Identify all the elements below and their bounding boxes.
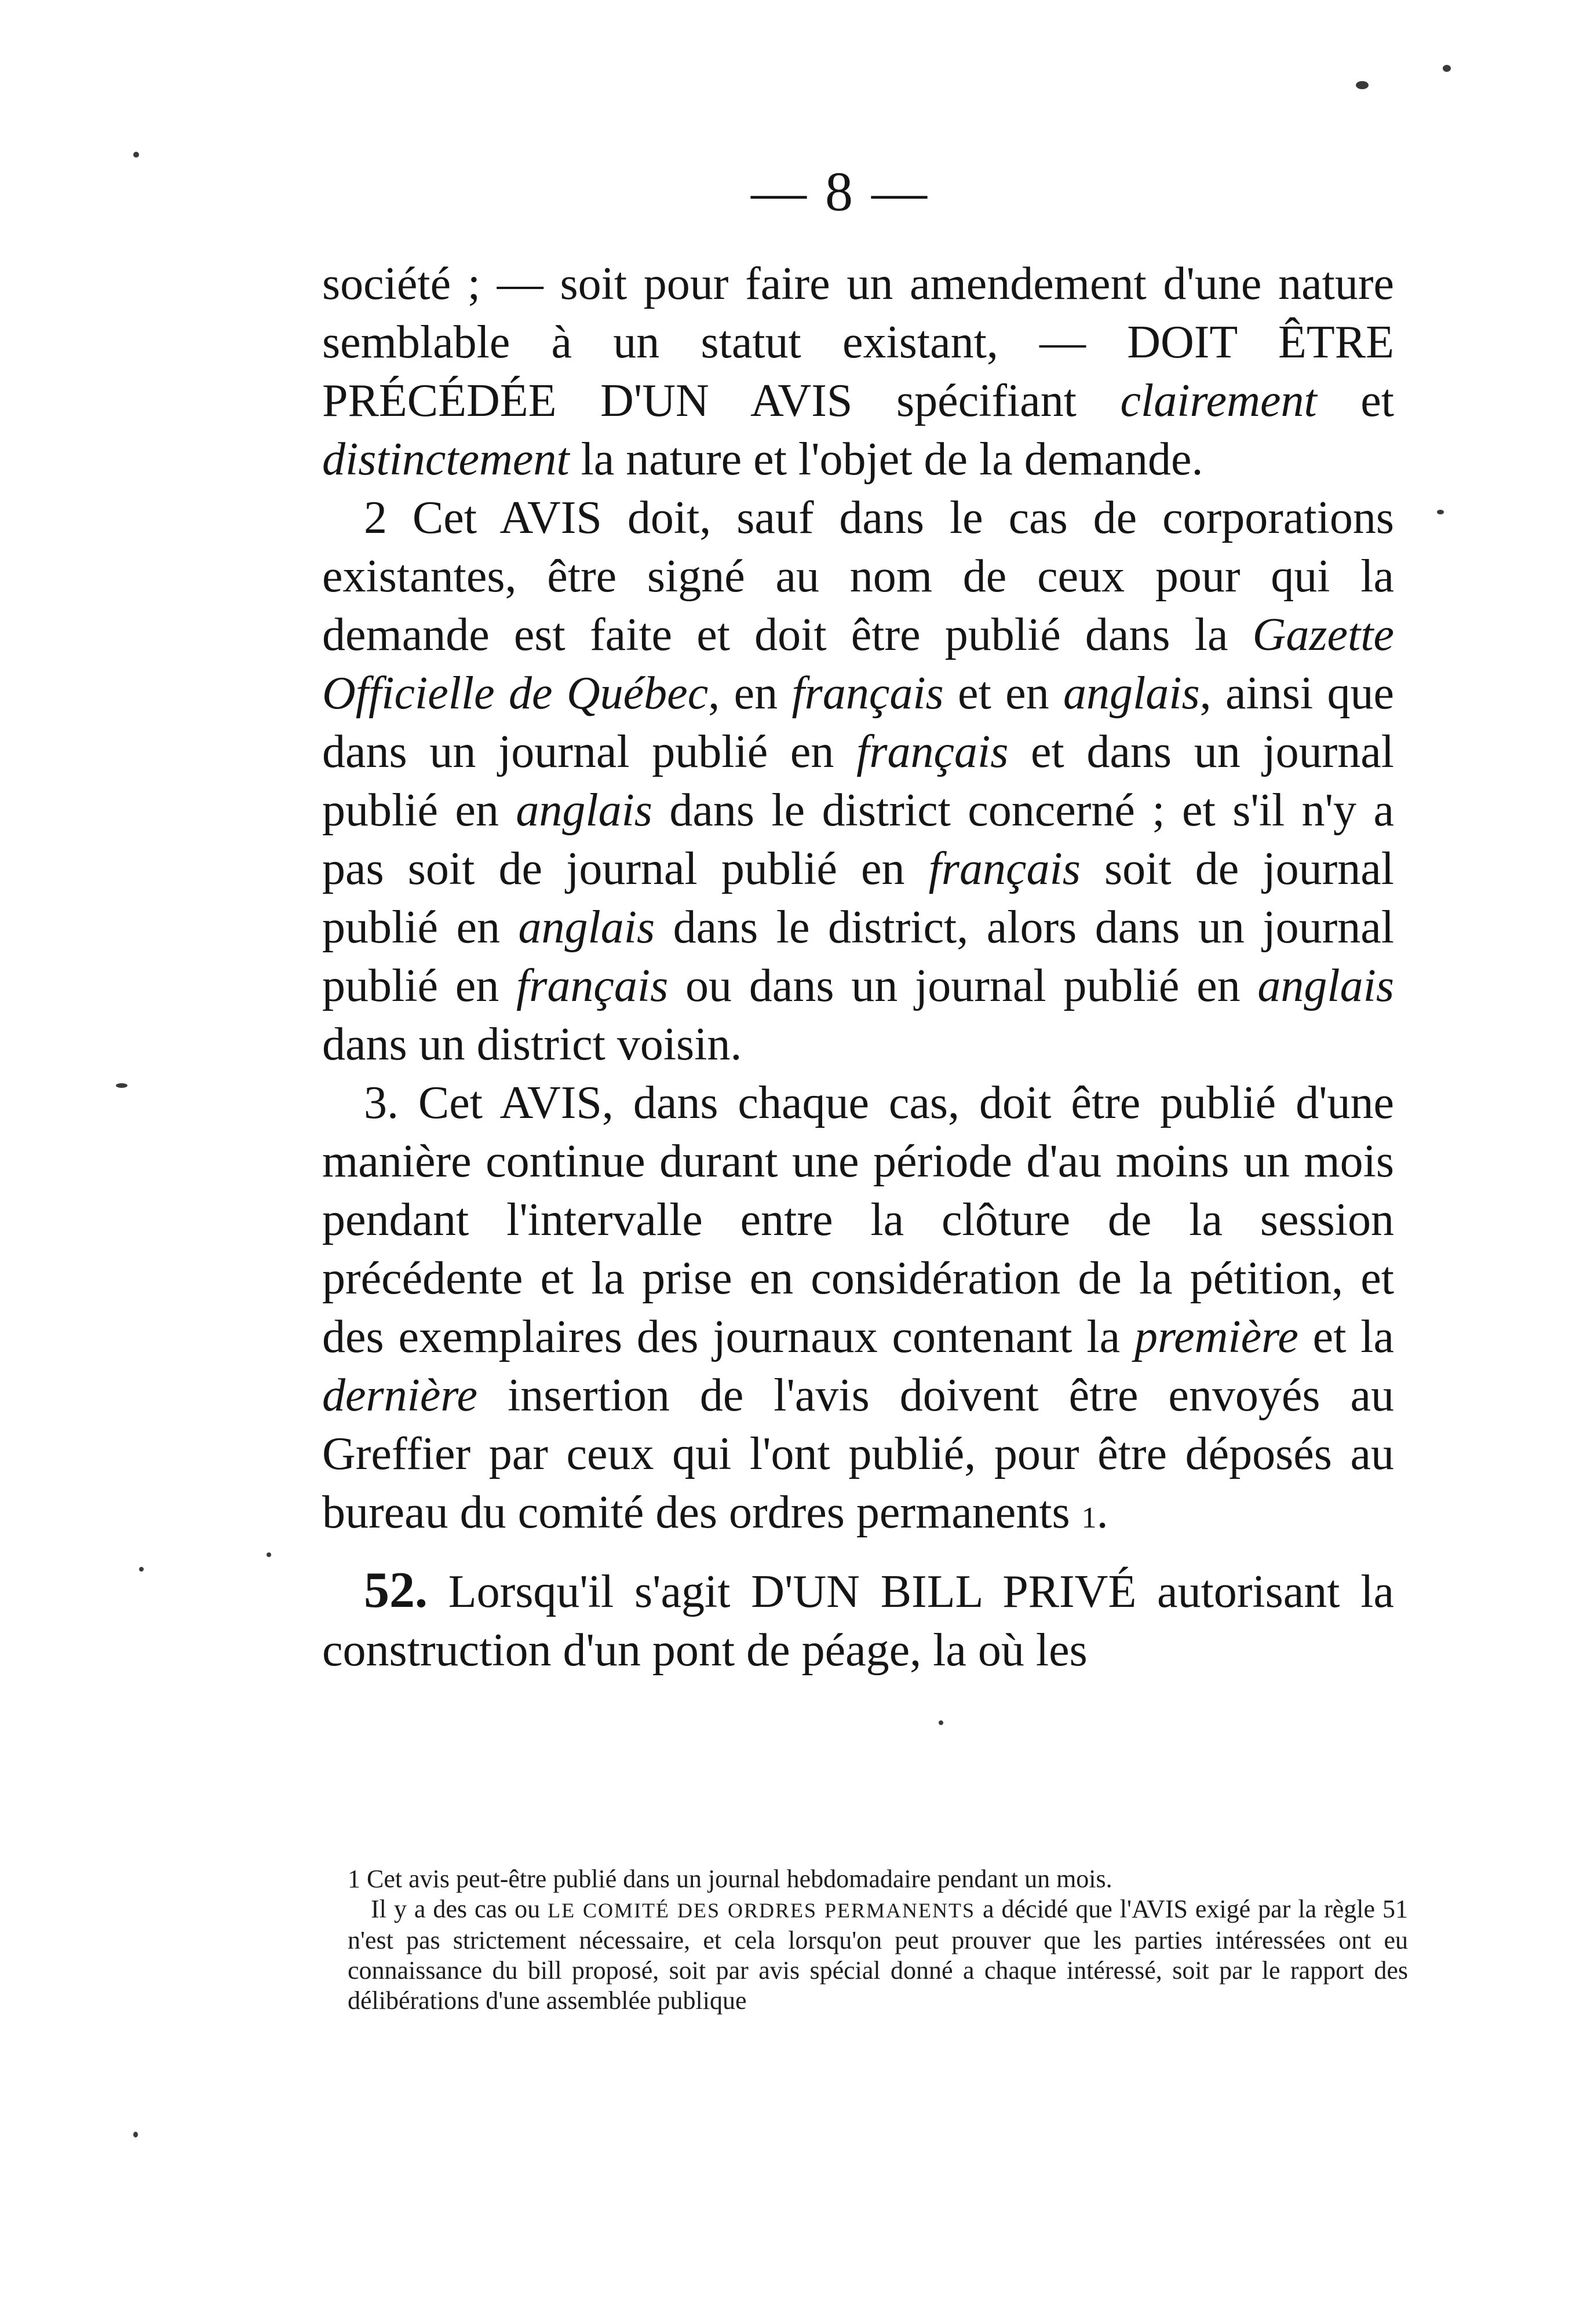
footnote-1: 1 Cet avis peut-être publié dans un journal hebdomadaire pendant un mois.	[348, 1865, 1112, 1893]
section-number: 52.	[364, 1562, 428, 1618]
text-run: dans un district voisin.	[322, 1019, 742, 1070]
text-run: insertion de l'avis doivent être envoyés au Greffier par ceux qui l'ont publié, pour être déposés au bureau du comité des ordres permanents	[322, 1370, 1394, 1538]
scan-speck	[1443, 65, 1451, 72]
text-run: , en	[708, 668, 792, 719]
italic-run: français	[516, 960, 669, 1011]
italic-run: anglais	[1257, 960, 1395, 1011]
text-run: dans le district concerné ; et s'il n'y a pas soit de journal publié en	[322, 785, 1394, 894]
text-run: et en	[943, 668, 1064, 719]
text-run: Lorsqu'il s'agit D'UN BILL PRIVÉ autorisant la construction d'un pont de péage, la où les	[322, 1566, 1394, 1676]
text-run: et dans un journal publié en	[322, 726, 1394, 836]
text-run: société ; — soit pour faire un amendement d'une nature semblable à un statut existant, — DOIT ÊTRE PRÉCÉDÉE D'UN AVIS spécifiant	[322, 258, 1394, 426]
footnote-2	[348, 1894, 1408, 2016]
text-run: et la	[1298, 1311, 1394, 1362]
scan-speck	[133, 2132, 138, 2137]
text-run: ou dans un journal publié en	[668, 960, 1258, 1011]
small-caps-run: LE COMITÉ DES ORDRES PERMANENTS	[548, 1899, 976, 1922]
scan-speck	[1437, 510, 1444, 514]
section-52	[322, 1561, 1394, 1680]
text-run: .	[1096, 1487, 1108, 1538]
paragraph-3	[322, 1074, 1394, 1547]
scan-speck	[267, 1552, 271, 1557]
text-run: a décidé que l'AVIS exigé par la règle 51 n'est pas strictement nécessaire, et cela lorsqu'on peut prouver que les parties intéressées ont eu connaissance du bill proposé, soit par avis spécial donné a chaque intéressé, soit par le rapport des délibérations d'une assemblée publique	[348, 1895, 1408, 2015]
text-run: la nature et l'objet de la demande.	[569, 434, 1203, 485]
scan-speck	[139, 1567, 144, 1572]
italic-run: dernière	[322, 1370, 478, 1421]
page-number: — 8 —	[751, 160, 929, 222]
scan-speck	[116, 1083, 127, 1088]
italic-run: Gazette Officielle de Québec	[322, 609, 1394, 719]
italic-run: première	[1134, 1311, 1298, 1362]
italic-run: français	[928, 843, 1081, 894]
footnote-reference: 1	[1081, 1501, 1097, 1534]
footnotes	[348, 1864, 1408, 2016]
text-run: Il y a des cas ou	[371, 1895, 548, 1923]
text-run: , ainsi que dans un journal publié en	[322, 668, 1394, 777]
italic-run: anglais	[1063, 668, 1200, 719]
scan-speck	[1356, 81, 1369, 89]
text-run: 2 Cet AVIS doit, sauf dans le cas de corporations existantes, être signé au nom de ceux pour qui la demande est faite et doit être publié dans la	[322, 492, 1394, 660]
italic-run: anglais	[516, 785, 652, 836]
text-run: dans le district, alors dans un journal publié en	[322, 902, 1395, 1011]
paragraph-continuation	[322, 255, 1394, 489]
paragraph-2	[322, 489, 1394, 1074]
text-run: 3. Cet AVIS, dans chaque cas, doit être publié d'une manière continue durant une période d'au moins un mois pendant l'intervalle entre la clôture de la session précédente et la prise en considération de la pétition, et des exemplaires des journaux contenant la	[322, 1077, 1394, 1362]
scan-speck	[939, 1720, 943, 1725]
italic-run: anglais	[518, 902, 655, 953]
text-run: soit de journal publié en	[322, 843, 1394, 953]
main-text	[322, 255, 1394, 1680]
scan-speck	[133, 152, 139, 158]
italic-run: français	[856, 726, 1009, 777]
italic-run: distinctement	[322, 434, 570, 485]
italic-run: clairement	[1120, 375, 1317, 426]
italic-run: français	[791, 668, 944, 719]
text-run: et	[1316, 375, 1395, 426]
